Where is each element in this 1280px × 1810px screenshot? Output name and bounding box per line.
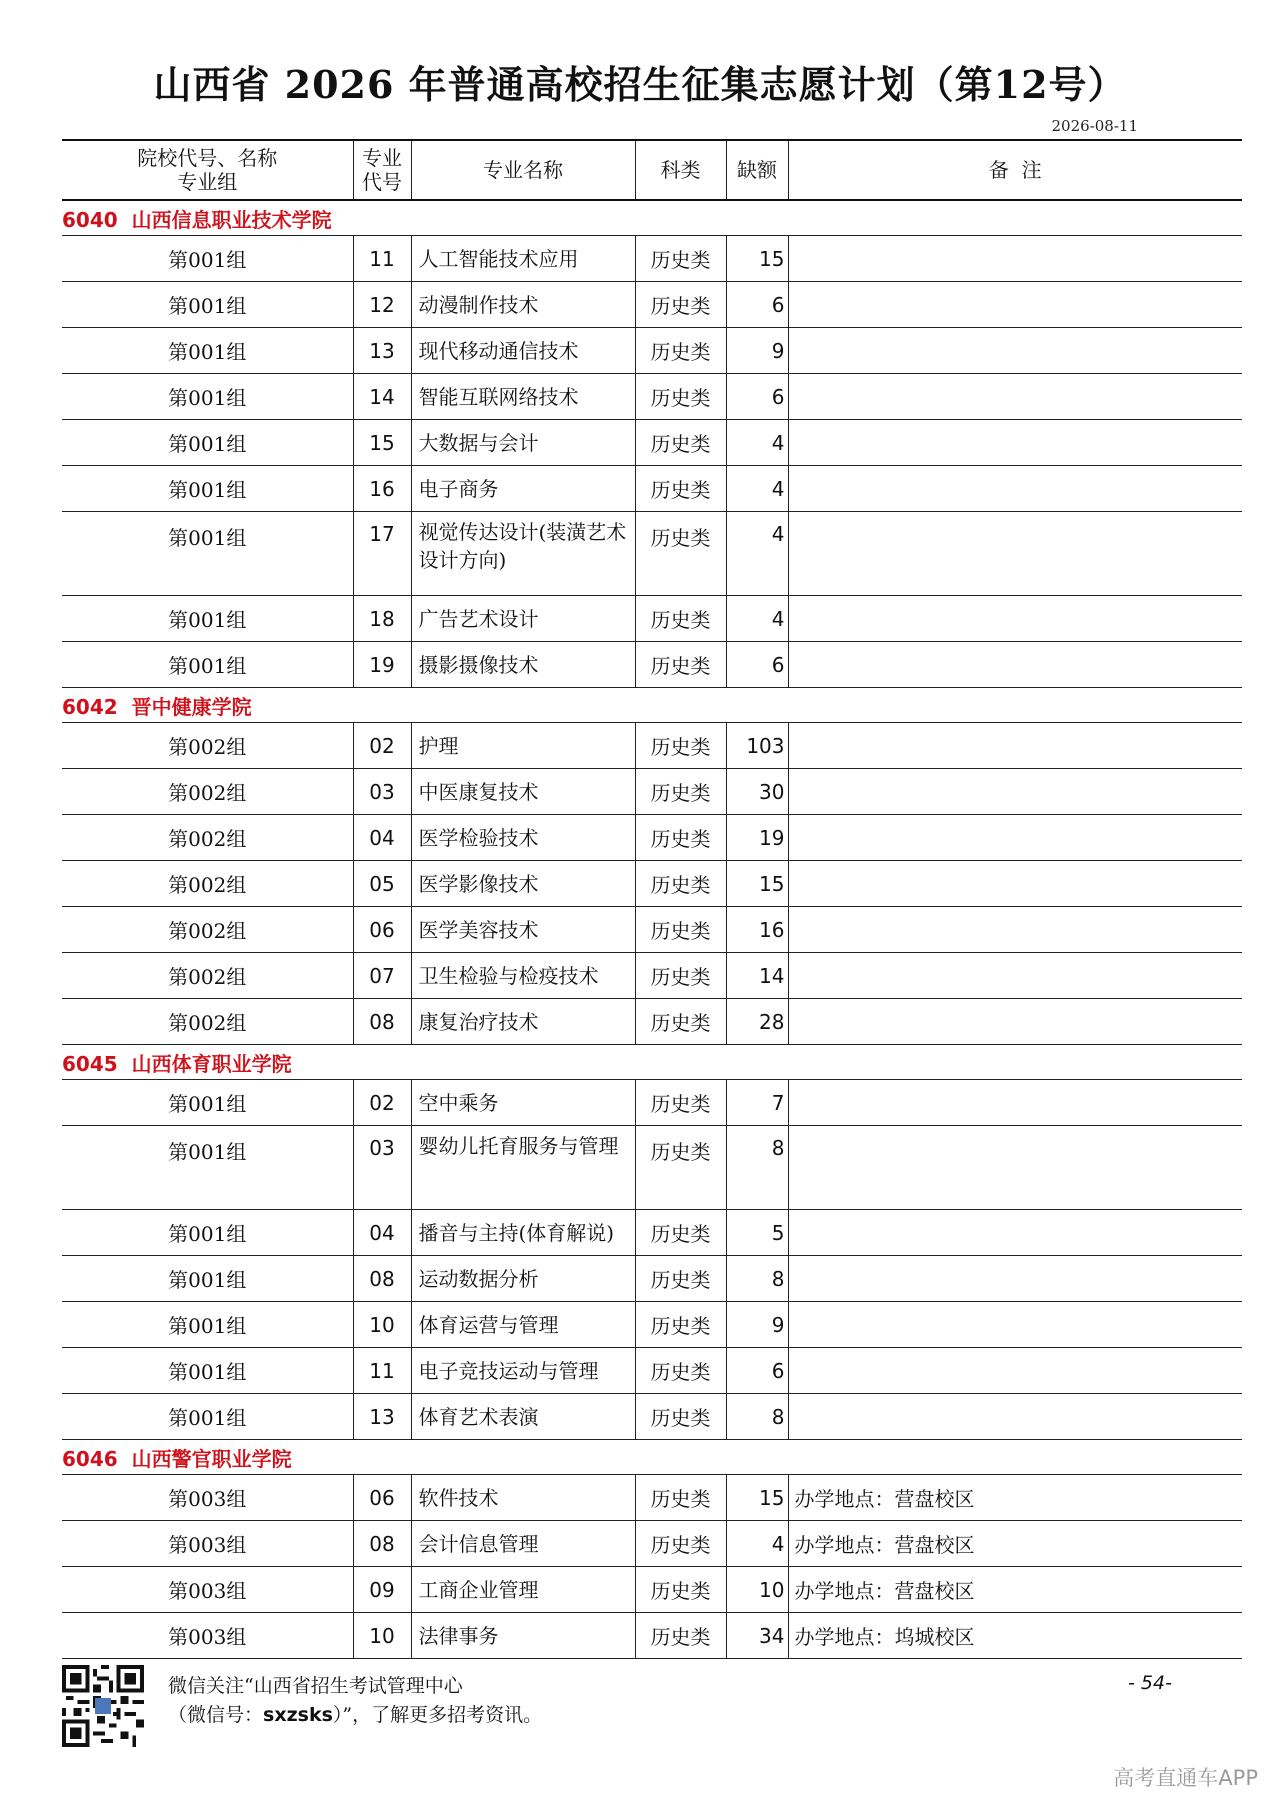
category-cell: 历史类 bbox=[635, 861, 726, 907]
major-code-cell: 08 bbox=[353, 1256, 411, 1302]
quota-cell: 15 bbox=[726, 861, 788, 907]
category-cell: 历史类 bbox=[635, 1080, 726, 1126]
group-cell: 第001组 bbox=[62, 420, 353, 466]
quota-cell: 15 bbox=[726, 236, 788, 282]
note-cell bbox=[788, 1302, 1242, 1348]
category-cell: 历史类 bbox=[635, 1126, 726, 1210]
category-cell: 历史类 bbox=[635, 907, 726, 953]
page-number: - 54- bbox=[1128, 1672, 1172, 1694]
group-cell: 第001组 bbox=[62, 1348, 353, 1394]
major-name-cell: 视觉传达设计(装潢艺术设计方向) bbox=[411, 512, 635, 596]
note-cell bbox=[788, 1126, 1242, 1210]
group-cell: 第001组 bbox=[62, 466, 353, 512]
header-code-line1: 专业 bbox=[362, 146, 402, 170]
category-cell: 历史类 bbox=[635, 769, 726, 815]
group-cell: 第001组 bbox=[62, 1210, 353, 1256]
major-name-cell: 体育运营与管理 bbox=[411, 1302, 635, 1348]
quota-cell: 34 bbox=[726, 1613, 788, 1659]
major-code-cell: 11 bbox=[353, 1348, 411, 1394]
table-row bbox=[62, 1126, 1242, 1210]
quota-cell: 6 bbox=[726, 374, 788, 420]
quota-cell: 7 bbox=[726, 1080, 788, 1126]
note-cell bbox=[788, 1210, 1242, 1256]
header-school-line1: 院校代号、名称 bbox=[137, 146, 278, 170]
major-name-cell: 体育艺术表演 bbox=[411, 1394, 635, 1440]
table-row bbox=[62, 1256, 1242, 1302]
group-cell: 第001组 bbox=[62, 1394, 353, 1440]
institution-name: 6040 山西信息职业技术学院 bbox=[62, 200, 1242, 236]
major-code-cell: 13 bbox=[353, 328, 411, 374]
note-cell: 办学地点：营盘校区 bbox=[788, 1475, 1242, 1521]
major-name-cell: 会计信息管理 bbox=[411, 1521, 635, 1567]
note-cell bbox=[788, 420, 1242, 466]
major-name-cell: 空中乘务 bbox=[411, 1080, 635, 1126]
major-name-cell: 婴幼儿托育服务与管理 bbox=[411, 1126, 635, 1210]
note-cell bbox=[788, 282, 1242, 328]
group-cell: 第001组 bbox=[62, 236, 353, 282]
category-cell: 历史类 bbox=[635, 642, 726, 688]
note-cell: 办学地点：营盘校区 bbox=[788, 1521, 1242, 1567]
table-row bbox=[62, 236, 1242, 282]
quota-cell: 4 bbox=[726, 1521, 788, 1567]
major-name-cell: 电子商务 bbox=[411, 466, 635, 512]
footer-line2-prefix: （微信号： bbox=[168, 1704, 264, 1726]
table-row bbox=[62, 512, 1242, 596]
table-row bbox=[62, 1613, 1242, 1659]
category-cell: 历史类 bbox=[635, 466, 726, 512]
institution-name: 6042 晋中健康学院 bbox=[62, 688, 1242, 723]
group-cell: 第001组 bbox=[62, 374, 353, 420]
note-cell bbox=[788, 907, 1242, 953]
footer-line2-suffix: ）”，了解更多招考资讯。 bbox=[332, 1704, 543, 1726]
major-code-cell: 03 bbox=[353, 1126, 411, 1210]
wechat-qr-code bbox=[62, 1665, 144, 1747]
note-cell bbox=[788, 1348, 1242, 1394]
quota-cell: 5 bbox=[726, 1210, 788, 1256]
table-row bbox=[62, 420, 1242, 466]
institution-heading-row bbox=[62, 688, 1242, 723]
table-row bbox=[62, 466, 1242, 512]
note-cell bbox=[788, 374, 1242, 420]
quota-cell: 4 bbox=[726, 466, 788, 512]
note-cell bbox=[788, 596, 1242, 642]
footer-wechat-notice bbox=[168, 1672, 542, 1730]
group-cell: 第001组 bbox=[62, 1256, 353, 1302]
quota-cell: 9 bbox=[726, 1302, 788, 1348]
major-name-cell: 中医康复技术 bbox=[411, 769, 635, 815]
group-cell: 第001组 bbox=[62, 512, 353, 596]
table-row bbox=[62, 1302, 1242, 1348]
major-code-cell: 08 bbox=[353, 1521, 411, 1567]
group-cell: 第002组 bbox=[62, 815, 353, 861]
major-name-cell: 现代移动通信技术 bbox=[411, 328, 635, 374]
footer-line2 bbox=[168, 1701, 542, 1730]
footer-line1: 微信关注“山西省招生考试管理中心 bbox=[168, 1675, 463, 1697]
note-cell bbox=[788, 1394, 1242, 1440]
major-name-cell: 播音与主持(体育解说) bbox=[411, 1210, 635, 1256]
note-cell bbox=[788, 1080, 1242, 1126]
major-name-cell: 运动数据分析 bbox=[411, 1256, 635, 1302]
table-row bbox=[62, 1210, 1242, 1256]
major-name-cell: 医学检验技术 bbox=[411, 815, 635, 861]
note-cell bbox=[788, 953, 1242, 999]
quota-cell: 14 bbox=[726, 953, 788, 999]
group-cell: 第002组 bbox=[62, 861, 353, 907]
major-code-cell: 04 bbox=[353, 1210, 411, 1256]
category-cell: 历史类 bbox=[635, 512, 726, 596]
institution-heading-row bbox=[62, 1045, 1242, 1080]
institution-heading-row bbox=[62, 200, 1242, 236]
quota-cell: 30 bbox=[726, 769, 788, 815]
major-code-cell: 10 bbox=[353, 1613, 411, 1659]
group-cell: 第002组 bbox=[62, 769, 353, 815]
table-row bbox=[62, 999, 1242, 1045]
header-major-name: 专业名称 bbox=[411, 140, 635, 200]
header-quota: 缺额 bbox=[726, 140, 788, 200]
quota-cell: 19 bbox=[726, 815, 788, 861]
major-code-cell: 18 bbox=[353, 596, 411, 642]
note-cell bbox=[788, 466, 1242, 512]
table-row bbox=[62, 282, 1242, 328]
header-category: 科类 bbox=[635, 140, 726, 200]
major-name-cell: 大数据与会计 bbox=[411, 420, 635, 466]
table-row bbox=[62, 596, 1242, 642]
table-row bbox=[62, 769, 1242, 815]
major-name-cell: 工商企业管理 bbox=[411, 1567, 635, 1613]
quota-cell: 10 bbox=[726, 1567, 788, 1613]
major-code-cell: 05 bbox=[353, 861, 411, 907]
major-code-cell: 14 bbox=[353, 374, 411, 420]
note-cell bbox=[788, 236, 1242, 282]
quota-cell: 4 bbox=[726, 596, 788, 642]
quota-cell: 4 bbox=[726, 512, 788, 596]
table-row bbox=[62, 953, 1242, 999]
major-name-cell: 法律事务 bbox=[411, 1613, 635, 1659]
wechat-id: sxzsks bbox=[263, 1704, 333, 1726]
quota-cell: 8 bbox=[726, 1126, 788, 1210]
major-name-cell: 护理 bbox=[411, 723, 635, 769]
group-cell: 第003组 bbox=[62, 1567, 353, 1613]
major-name-cell: 卫生检验与检疫技术 bbox=[411, 953, 635, 999]
note-cell bbox=[788, 328, 1242, 374]
header-school-group bbox=[62, 140, 353, 200]
category-cell: 历史类 bbox=[635, 328, 726, 374]
table-row bbox=[62, 1567, 1242, 1613]
note-cell: 办学地点：坞城校区 bbox=[788, 1613, 1242, 1659]
quota-cell: 8 bbox=[726, 1256, 788, 1302]
group-cell: 第003组 bbox=[62, 1613, 353, 1659]
category-cell: 历史类 bbox=[635, 236, 726, 282]
note-cell bbox=[788, 769, 1242, 815]
publish-date: 2026-08-11 bbox=[1051, 117, 1138, 135]
major-code-cell: 08 bbox=[353, 999, 411, 1045]
note-cell bbox=[788, 861, 1242, 907]
category-cell: 历史类 bbox=[635, 374, 726, 420]
major-code-cell: 06 bbox=[353, 1475, 411, 1521]
category-cell: 历史类 bbox=[635, 282, 726, 328]
major-code-cell: 06 bbox=[353, 907, 411, 953]
header-code-line2: 代号 bbox=[362, 170, 402, 194]
table-header-row bbox=[62, 140, 1242, 200]
group-cell: 第001组 bbox=[62, 1302, 353, 1348]
major-name-cell: 摄影摄像技术 bbox=[411, 642, 635, 688]
major-name-cell: 医学影像技术 bbox=[411, 861, 635, 907]
category-cell: 历史类 bbox=[635, 999, 726, 1045]
group-cell: 第003组 bbox=[62, 1521, 353, 1567]
quota-cell: 9 bbox=[726, 328, 788, 374]
institution-name: 6045 山西体育职业学院 bbox=[62, 1045, 1242, 1080]
header-note: 备 注 bbox=[788, 140, 1242, 200]
major-name-cell: 电子竞技运动与管理 bbox=[411, 1348, 635, 1394]
quota-cell: 16 bbox=[726, 907, 788, 953]
table-row bbox=[62, 1394, 1242, 1440]
quota-cell: 6 bbox=[726, 1348, 788, 1394]
major-name-cell: 康复治疗技术 bbox=[411, 999, 635, 1045]
major-name-cell: 人工智能技术应用 bbox=[411, 236, 635, 282]
table-row bbox=[62, 1475, 1242, 1521]
category-cell: 历史类 bbox=[635, 1348, 726, 1394]
major-code-cell: 19 bbox=[353, 642, 411, 688]
group-cell: 第002组 bbox=[62, 953, 353, 999]
major-code-cell: 13 bbox=[353, 1394, 411, 1440]
quota-cell: 103 bbox=[726, 723, 788, 769]
quota-cell: 6 bbox=[726, 282, 788, 328]
category-cell: 历史类 bbox=[635, 953, 726, 999]
table-row bbox=[62, 1348, 1242, 1394]
major-code-cell: 09 bbox=[353, 1567, 411, 1613]
quota-cell: 4 bbox=[726, 420, 788, 466]
app-watermark: 高考直通车APP bbox=[1113, 1766, 1258, 1790]
quota-cell: 6 bbox=[726, 642, 788, 688]
note-cell bbox=[788, 1256, 1242, 1302]
major-code-cell: 16 bbox=[353, 466, 411, 512]
major-code-cell: 04 bbox=[353, 815, 411, 861]
group-cell: 第002组 bbox=[62, 723, 353, 769]
group-cell: 第001组 bbox=[62, 1080, 353, 1126]
category-cell: 历史类 bbox=[635, 1394, 726, 1440]
quota-cell: 8 bbox=[726, 1394, 788, 1440]
quota-cell: 15 bbox=[726, 1475, 788, 1521]
table-row bbox=[62, 1521, 1242, 1567]
header-major-code bbox=[353, 140, 411, 200]
note-cell bbox=[788, 999, 1242, 1045]
group-cell: 第002组 bbox=[62, 907, 353, 953]
major-code-cell: 03 bbox=[353, 769, 411, 815]
table-row bbox=[62, 328, 1242, 374]
category-cell: 历史类 bbox=[635, 420, 726, 466]
table-row bbox=[62, 815, 1242, 861]
table-row bbox=[62, 642, 1242, 688]
group-cell: 第002组 bbox=[62, 999, 353, 1045]
table-row bbox=[62, 861, 1242, 907]
major-code-cell: 10 bbox=[353, 1302, 411, 1348]
table-row bbox=[62, 723, 1242, 769]
category-cell: 历史类 bbox=[635, 1567, 726, 1613]
category-cell: 历史类 bbox=[635, 1302, 726, 1348]
major-name-cell: 医学美容技术 bbox=[411, 907, 635, 953]
major-code-cell: 12 bbox=[353, 282, 411, 328]
major-name-cell: 智能互联网络技术 bbox=[411, 374, 635, 420]
group-cell: 第001组 bbox=[62, 642, 353, 688]
category-cell: 历史类 bbox=[635, 723, 726, 769]
page-title: 山西省 2026 年普通高校招生征集志愿计划（第12号） bbox=[153, 62, 1127, 107]
category-cell: 历史类 bbox=[635, 1210, 726, 1256]
table-row bbox=[62, 907, 1242, 953]
note-cell bbox=[788, 642, 1242, 688]
category-cell: 历史类 bbox=[635, 1521, 726, 1567]
quota-cell: 28 bbox=[726, 999, 788, 1045]
note-cell bbox=[788, 723, 1242, 769]
group-cell: 第001组 bbox=[62, 1126, 353, 1210]
note-cell: 办学地点：营盘校区 bbox=[788, 1567, 1242, 1613]
table-row bbox=[62, 1080, 1242, 1126]
group-cell: 第003组 bbox=[62, 1475, 353, 1521]
group-cell: 第001组 bbox=[62, 596, 353, 642]
category-cell: 历史类 bbox=[635, 1475, 726, 1521]
institution-name: 6046 山西警官职业学院 bbox=[62, 1440, 1242, 1475]
major-code-cell: 02 bbox=[353, 723, 411, 769]
major-code-cell: 07 bbox=[353, 953, 411, 999]
major-code-cell: 11 bbox=[353, 236, 411, 282]
group-cell: 第001组 bbox=[62, 282, 353, 328]
category-cell: 历史类 bbox=[635, 1613, 726, 1659]
category-cell: 历史类 bbox=[635, 596, 726, 642]
note-cell bbox=[788, 512, 1242, 596]
major-code-cell: 17 bbox=[353, 512, 411, 596]
institution-heading-row bbox=[62, 1440, 1242, 1475]
category-cell: 历史类 bbox=[635, 1256, 726, 1302]
major-name-cell: 软件技术 bbox=[411, 1475, 635, 1521]
header-school-line2: 专业组 bbox=[177, 170, 238, 194]
category-cell: 历史类 bbox=[635, 815, 726, 861]
major-name-cell: 动漫制作技术 bbox=[411, 282, 635, 328]
table-row bbox=[62, 374, 1242, 420]
group-cell: 第001组 bbox=[62, 328, 353, 374]
major-code-cell: 02 bbox=[353, 1080, 411, 1126]
plan-table bbox=[62, 139, 1242, 1659]
major-code-cell: 15 bbox=[353, 420, 411, 466]
major-name-cell: 广告艺术设计 bbox=[411, 596, 635, 642]
note-cell bbox=[788, 815, 1242, 861]
